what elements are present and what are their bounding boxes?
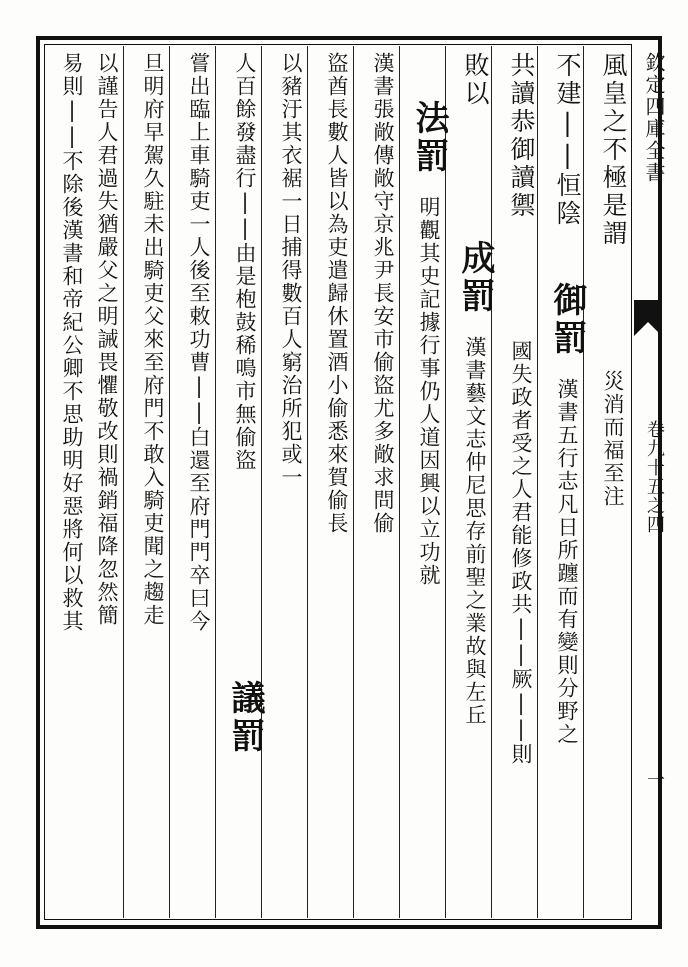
text-column: 風皇之不極是謂 — [599, 52, 628, 248]
text-column: 國失政者受之人君能修政共||厥||則 — [509, 340, 533, 766]
text-column: 人百餘發盡行||由是枹鼓稀鳴市無偷盜 — [233, 52, 257, 472]
heading-yi-fa: 議罰 — [225, 680, 265, 756]
heading-fa-fa: 法罰 — [409, 100, 449, 176]
text-column: 共讀恭御讀禦 — [507, 52, 536, 220]
text-column: 嘗出臨上車騎吏一人後至敕功曹||白還至府門門卒曰今 — [187, 52, 211, 633]
text-column: 不建||恒陰 — [553, 52, 582, 228]
text-column: 漢書五行志凡日所躔而有變則分野之 — [555, 378, 579, 746]
text-column: 敗以 — [461, 52, 490, 108]
text-column: 漢書張敞傳敞守京兆尹長安市偷盜尤多敞求問偷 — [371, 52, 395, 535]
fishtail-mark-icon — [634, 300, 662, 336]
text-column: 以豬汙其衣裾一日捕得數百人窮治所犯或一 — [279, 52, 303, 489]
heading-cheng-fa: 成罰 — [455, 240, 495, 316]
text-column: 明觀其史記據行事仍人道因興以立功就 — [417, 196, 441, 587]
heading-yu-fa: 御罰 — [547, 282, 587, 358]
text-column: 易則||不除後漢書和帝紀公卿不思助明好惡將何以救其 — [60, 52, 84, 633]
margin-page-number: 一 — [644, 770, 665, 788]
text-column: 以謹告人君過失猶嚴父之明誡畏懼敬改則禍銷福降忽然簡 — [95, 52, 119, 627]
text-column: 旦明府早駕久駐未出騎吏父來至府門不敢入騎吏聞之趨走 — [141, 52, 165, 627]
text-column: 漢書藝文志仲尼思存前聖之業故與左丘 — [463, 336, 487, 727]
text-column: 盜酋長數人皆以為吏遣歸休置酒小偷悉來賀偷長 — [325, 52, 349, 535]
margin-volume: 卷九十五之四 — [644, 420, 665, 534]
annotation-column: 災消而福至注 — [601, 370, 625, 508]
margin-book-title: 欽定四庫全書 — [642, 52, 666, 184]
